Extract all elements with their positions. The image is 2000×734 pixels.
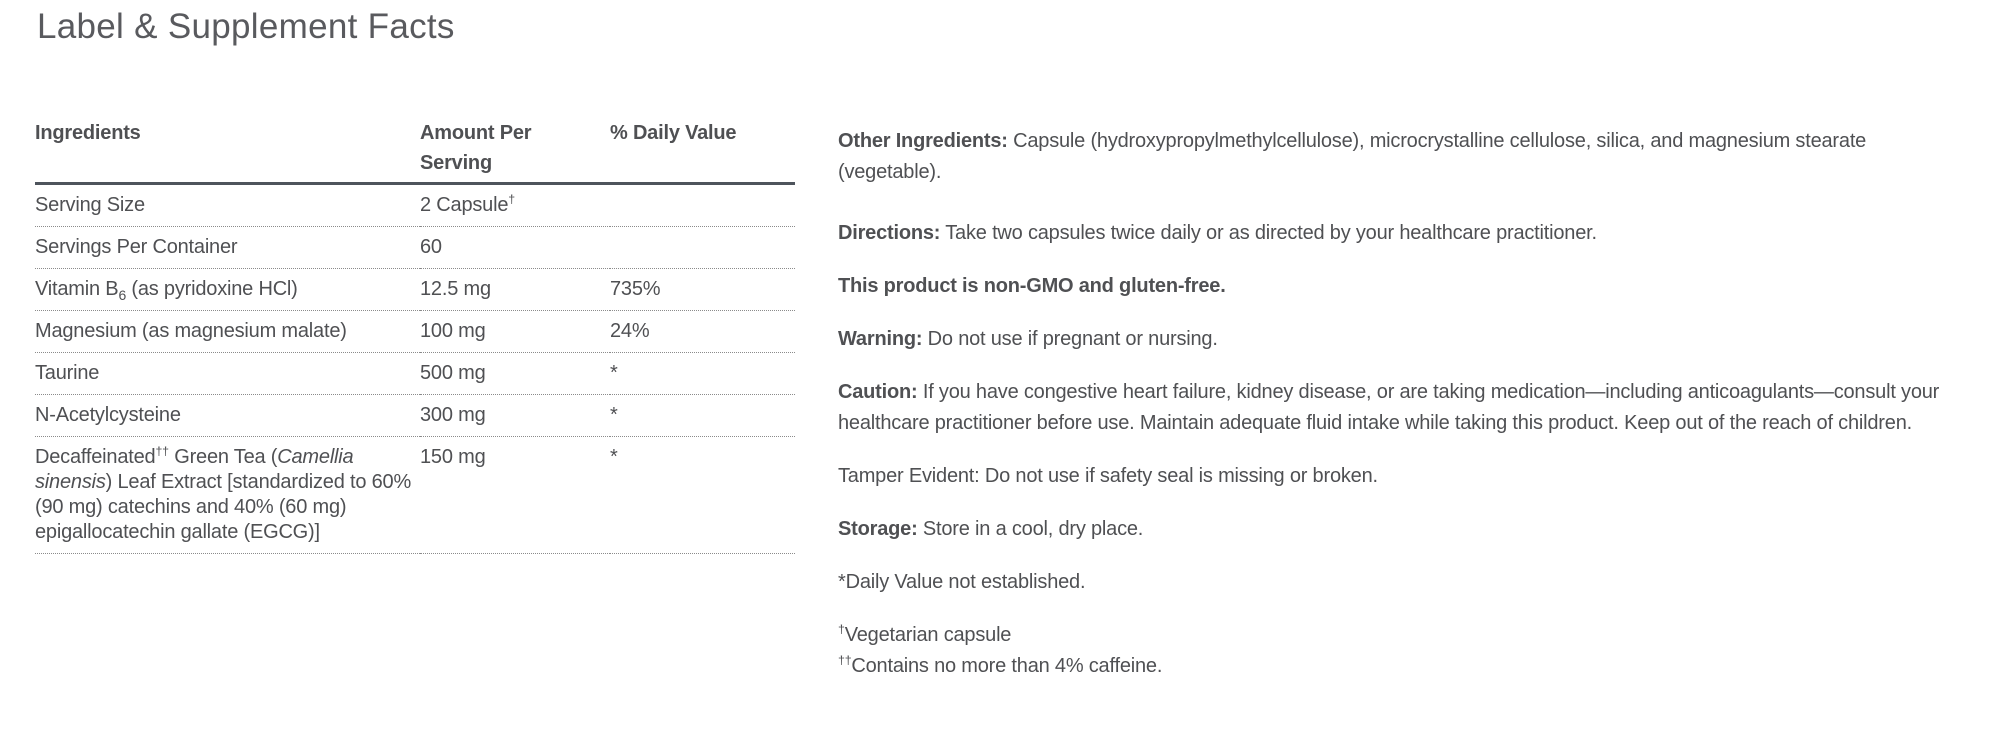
text-segment: Capsule (hydroxypropylmethylcellulose), microcrystalline cellulose, silica, and magnesium stearate (vegetable).: [838, 130, 1867, 183]
superscript-mark: †: [838, 622, 845, 637]
ingredient-cell: [35, 227, 420, 269]
daily-value-cell: [610, 184, 795, 227]
daily-value-cell: *: [610, 437, 795, 554]
amount-per-serving-cell: [420, 395, 610, 437]
text-segment: If you have congestive heart failure, kidney disease, or are taking medication—including anticoagulants—consult your healthcare practitioner before use. Maintain adequate fluid intake while taking this product. Keep out of the reach of children.: [838, 381, 1940, 434]
daily-value-cell: 24%: [610, 311, 795, 353]
product-info-column: [838, 118, 1970, 704]
text-segment: Magnesium (as magnesium malate): [35, 320, 347, 342]
text-segment: *Daily Value not established.: [838, 571, 1086, 593]
ingredient-cell: [35, 269, 420, 311]
daily-value-cell: 735%: [610, 269, 795, 311]
paragraph-dagger-footnotes: [838, 620, 1970, 682]
text-segment: 60: [420, 236, 442, 258]
text-segment: 300 mg: [420, 404, 486, 426]
supplement-facts-table: [35, 118, 795, 554]
column-header-amount-per-serving: [420, 118, 610, 184]
text-segment: (as pyridoxine HCl): [126, 278, 298, 300]
paragraph-tamper-evident: [838, 461, 1970, 492]
bold-lead-in: Caution:: [838, 381, 918, 403]
daily-value-cell: [610, 227, 795, 269]
text-segment: ) Leaf Extract [standardized to 60% (90 mg) catechins and 40% (60 mg) epigallocatechin gallate (EGCG)]: [35, 471, 412, 543]
daily-value-cell: *: [610, 395, 795, 437]
text-segment: Camellia sinensis: [35, 446, 354, 493]
column-header-ingredients: Ingredients: [35, 118, 420, 184]
text-segment: Taurine: [35, 362, 100, 384]
paragraph-other-ingredients: [838, 126, 1970, 188]
amount-per-serving-cell: [420, 353, 610, 395]
text-segment: Servings Per Container: [35, 236, 238, 258]
table-row: [35, 269, 795, 311]
text-segment: 150 mg: [420, 446, 486, 468]
ingredient-cell: [35, 311, 420, 353]
amount-per-serving-cell: [420, 227, 610, 269]
subscript-mark: 6: [118, 287, 127, 303]
bold-lead-in: Warning:: [838, 328, 923, 350]
text-segment: N-Acetylcysteine: [35, 404, 181, 426]
text-segment: Do not use if pregnant or nursing.: [922, 328, 1218, 350]
table-row: [35, 184, 795, 227]
amount-per-serving-cell: [420, 437, 610, 554]
paragraph-storage: [838, 514, 1970, 545]
ingredient-cell: [35, 437, 420, 554]
paragraph-caution: [838, 377, 1970, 439]
paragraph-daily-value-footnote: [838, 567, 1970, 598]
text-segment: Vegetarian capsule: [844, 624, 1012, 646]
ingredient-cell: [35, 184, 420, 227]
page-title: Label & Supplement Facts: [37, 7, 455, 46]
text-segment: 2 Capsule: [420, 194, 509, 216]
text-segment: Take two capsules twice daily or as directed by your healthcare practitioner.: [940, 222, 1597, 244]
amount-per-serving-cell: [420, 184, 610, 227]
column-header-amount-label: Amount Per Serving: [420, 122, 532, 174]
bold-lead-in: This product is non-GMO and gluten-free.: [838, 275, 1226, 297]
paragraph-directions: [838, 218, 1970, 249]
text-segment: Decaffeinated: [35, 446, 156, 468]
supplement-table-body: [35, 184, 795, 554]
ingredient-cell: [35, 353, 420, 395]
text-segment: Green Tea (: [168, 446, 278, 468]
table-row: [35, 311, 795, 353]
amount-per-serving-cell: [420, 269, 610, 311]
superscript-mark: ††: [838, 653, 852, 668]
table-row: [35, 227, 795, 269]
text-segment: Store in a cool, dry place.: [917, 518, 1144, 540]
table-row: [35, 437, 795, 554]
table-row: [35, 353, 795, 395]
column-header-daily-value: % Daily Value: [610, 118, 795, 184]
bold-lead-in: Other Ingredients:: [838, 130, 1008, 152]
text-segment: 500 mg: [420, 362, 486, 384]
ingredient-cell: [35, 395, 420, 437]
paragraph-warning: [838, 324, 1970, 355]
table-header-row: [35, 118, 795, 184]
amount-per-serving-cell: [420, 311, 610, 353]
daily-value-cell: *: [610, 353, 795, 395]
text-segment: Contains no more than 4% caffeine.: [851, 655, 1163, 677]
text-segment: 12.5 mg: [420, 278, 491, 300]
superscript-mark: †: [508, 192, 515, 207]
text-segment: Tamper Evident: Do not use if safety seal is missing or broken.: [838, 465, 1378, 487]
text-segment: 100 mg: [420, 320, 486, 342]
paragraph-non-gmo-statement: [838, 271, 1970, 302]
table-row: [35, 395, 795, 437]
superscript-mark: ††: [155, 444, 169, 459]
bold-lead-in: Directions:: [838, 222, 941, 244]
text-segment: Vitamin B: [35, 278, 119, 300]
text-segment: Serving Size: [35, 194, 145, 216]
table-header: [35, 118, 795, 184]
bold-lead-in: Storage:: [838, 518, 918, 540]
content-columns: [35, 118, 1970, 704]
